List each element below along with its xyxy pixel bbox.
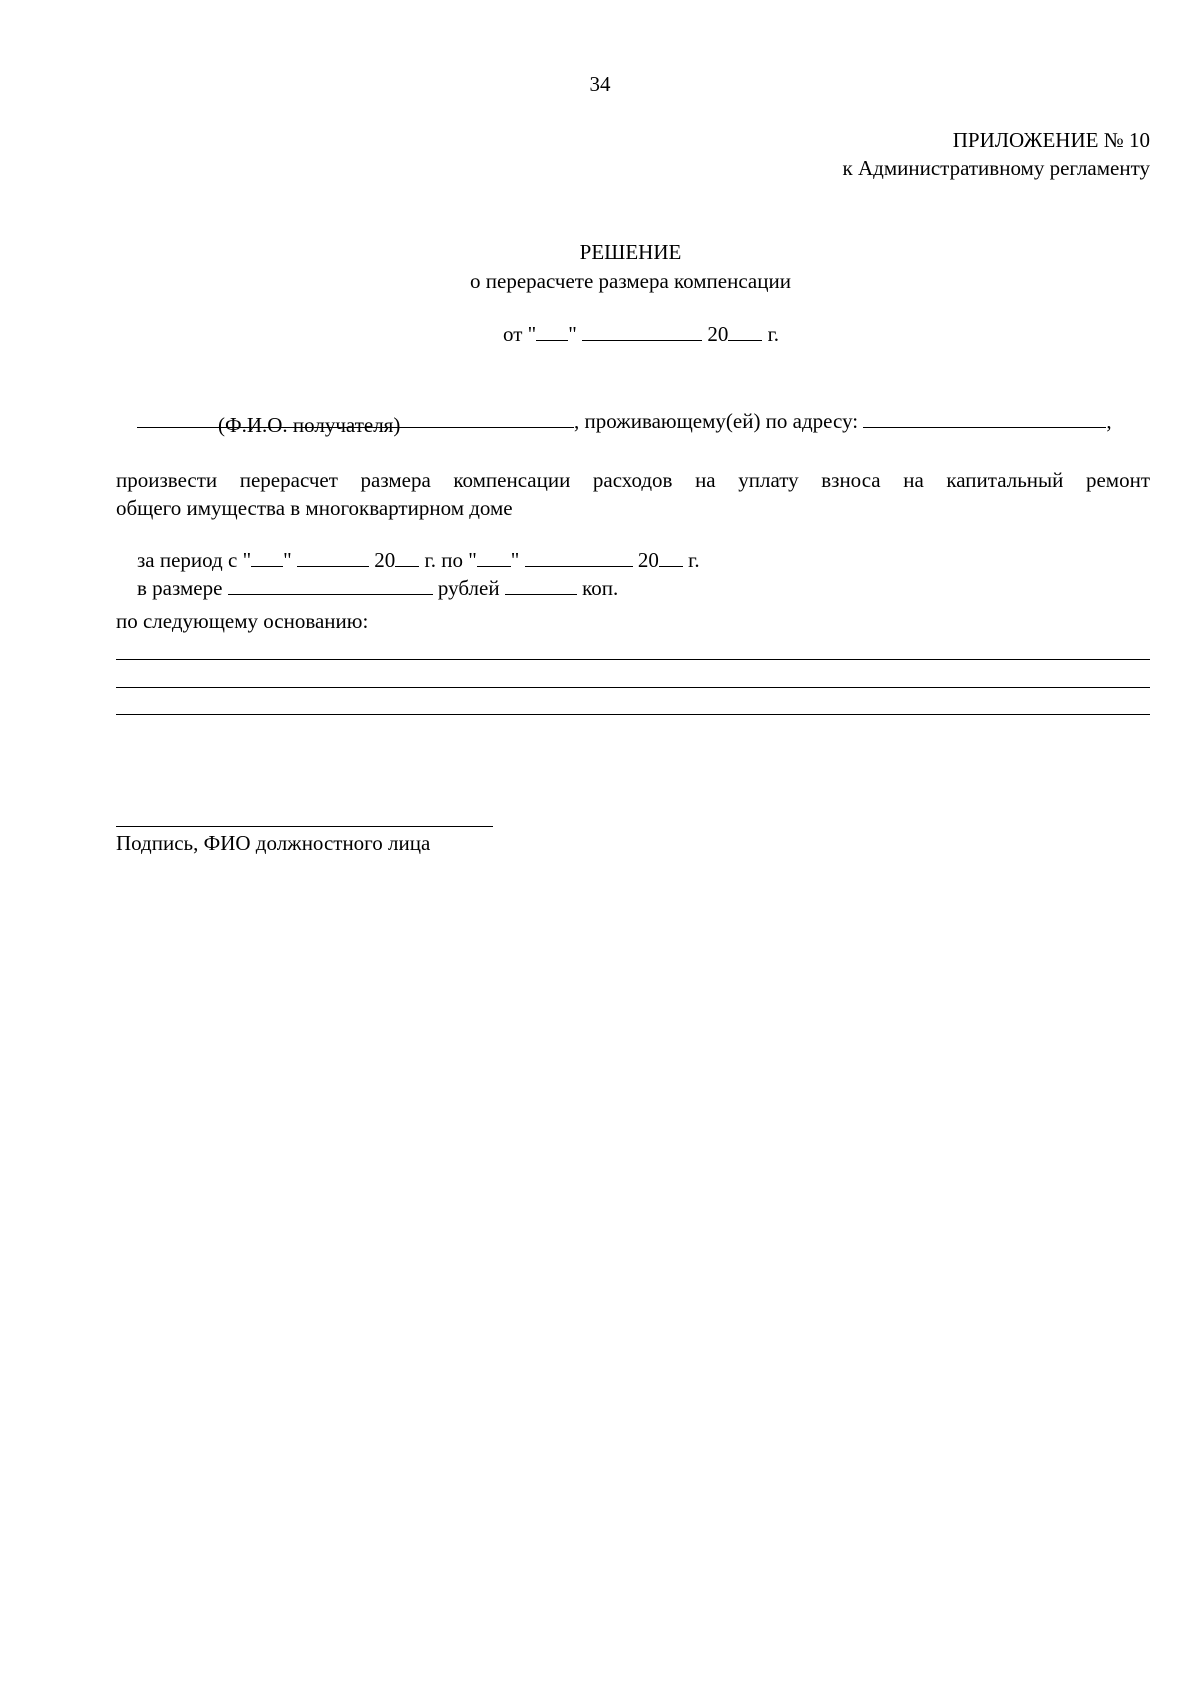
decision-title: РЕШЕНИЕ [579,240,682,264]
basis-line-1[interactable] [116,659,1150,660]
period-end-quote-close: " [510,548,520,572]
rubles-blank[interactable] [228,576,433,595]
basis-line-3[interactable] [116,714,1150,715]
period-prefix: за период с " [137,548,252,572]
decision-subtitle: о перерасчете размера компенсации [470,269,791,293]
body-line-2: общего имущества в многоквартирном доме [116,496,513,520]
date-prefix: от " [503,322,537,346]
period-end-suffix: г. [688,548,700,572]
date-quote-close: " [568,322,577,346]
period-start-quote-close: " [283,548,292,572]
body-line-1: произвести перерасчет размера компенсации расходов на уплату взноса на капитальный ремонт [116,468,1150,492]
decision-date-line [482,298,779,370]
date-year: 20 [707,322,729,346]
appendix-subtitle: к Административному регламенту [842,156,1150,180]
kopecks-blank[interactable] [505,576,577,595]
date-suffix: г. [767,322,780,346]
period-middle: г. по " [424,548,477,572]
date-day-blank[interactable] [536,322,568,341]
recipient-caption: (Ф.И.О. получателя) [218,413,401,437]
date-year-blank[interactable] [728,322,762,341]
kopecks-label: коп. [582,576,619,600]
signature-line[interactable] [116,826,493,827]
date-month-blank[interactable] [582,322,702,341]
appendix-title: ПРИЛОЖЕНИЕ № 10 [952,128,1150,152]
signature-caption: Подпись, ФИО должностного лица [116,831,431,855]
address-comma: , [1106,409,1112,433]
rubles-label: рублей [437,576,500,600]
basis-label: по следующему основанию: [116,609,369,633]
page-number: 34 [589,72,611,96]
amount-prefix: в размере [137,576,223,600]
period-end-year: 20 [637,548,659,572]
basis-line-2[interactable] [116,687,1150,688]
residing-text: , проживающему(ей) по адресу: [574,409,859,433]
period-start-year: 20 [374,548,396,572]
address-blank[interactable] [863,409,1106,428]
period-end-year-blank[interactable] [659,548,683,567]
